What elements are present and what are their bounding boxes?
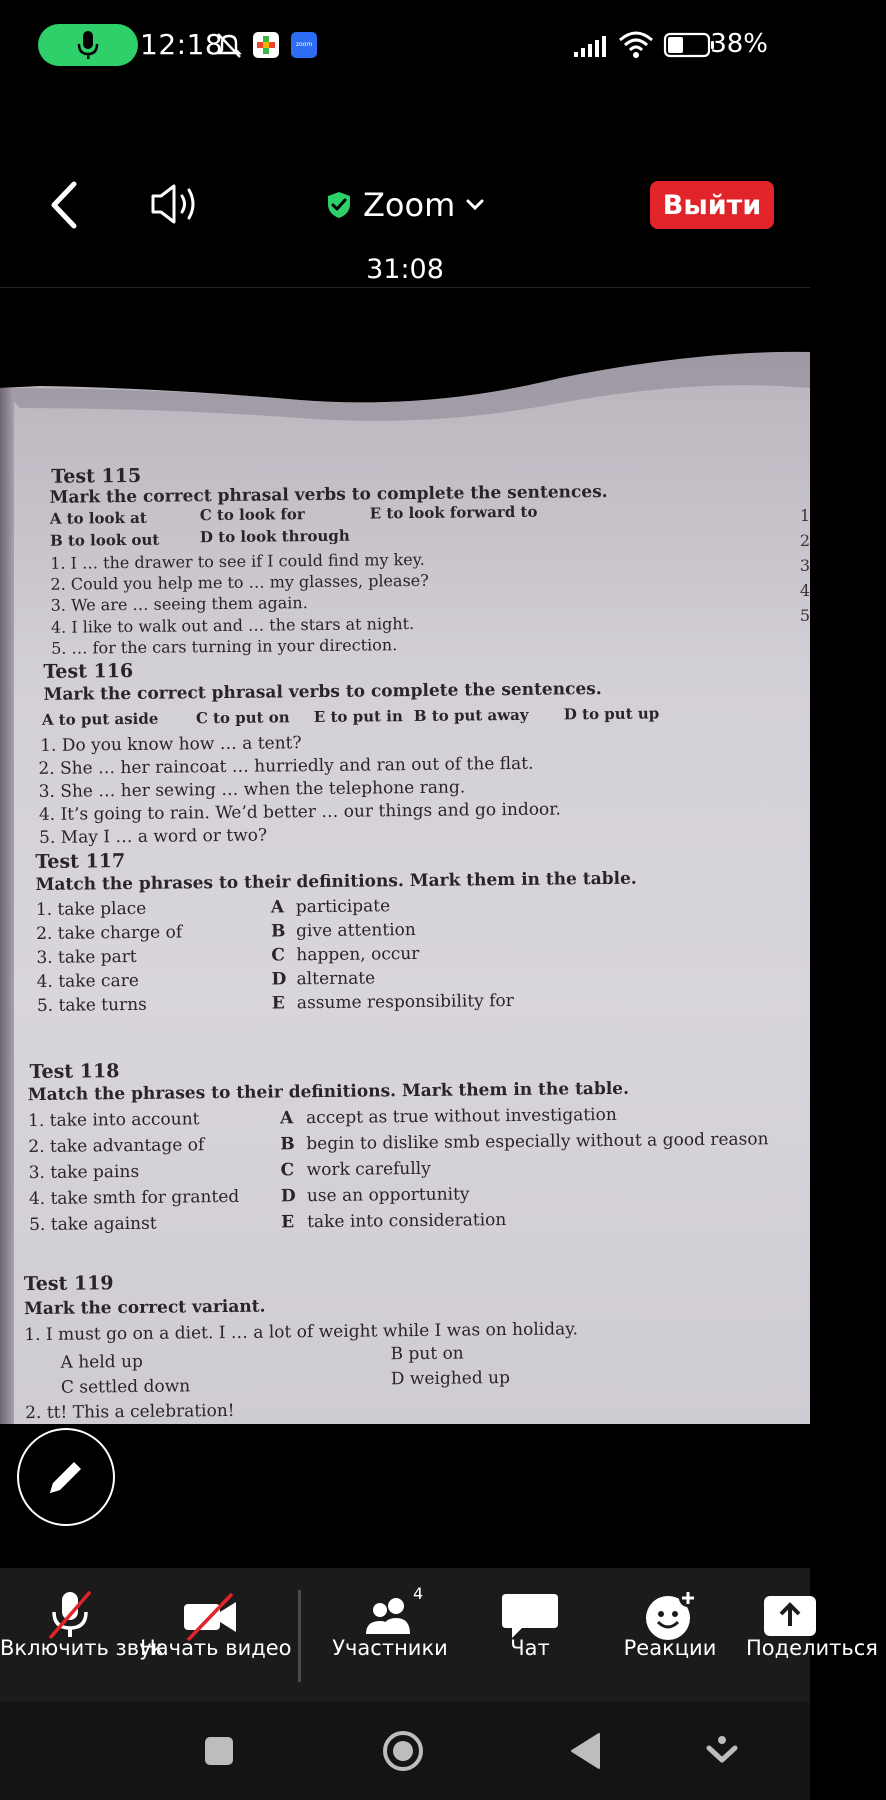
wifi-icon — [618, 30, 658, 60]
start-video-button[interactable] — [140, 1568, 292, 1702]
right-margin-marks: 1 2 3 4 5 — [799, 506, 810, 625]
share-label: Поделиться — [746, 1636, 878, 1660]
test118-letter: E — [281, 1212, 295, 1233]
reactions-button[interactable] — [600, 1568, 740, 1702]
test117-phrase: 4. take care — [36, 970, 139, 992]
book-page-photo — [0, 348, 810, 1424]
test118-phrase: 5. take against — [29, 1213, 157, 1236]
test117-phrase: 2. take charge of — [36, 922, 183, 944]
battery-icon — [664, 33, 716, 57]
unmute-label: Включить звук — [0, 1636, 165, 1660]
test118-definition: begin to dislike smb especially without a good reason — [306, 1129, 769, 1155]
test117-definition: assume responsibility for — [296, 990, 514, 1014]
test116-option-d: D to put up — [563, 704, 660, 724]
mic-muted-icon — [40, 1590, 100, 1642]
test118-instruction: Match the phrases to their definitions. Mark them in the table. — [27, 1078, 630, 1106]
reactions-icon — [640, 1590, 700, 1642]
participants-icon — [360, 1590, 420, 1642]
leave-button[interactable]: Выйти — [650, 181, 774, 229]
test118-definition: work carefully — [306, 1158, 431, 1181]
test115-sentence: 4. I like to walk out and … the stars at night. — [50, 613, 415, 637]
mic-active-indicator[interactable] — [38, 24, 138, 66]
chat-icon — [500, 1590, 560, 1642]
header-divider — [0, 287, 810, 288]
share-button[interactable] — [740, 1568, 878, 1702]
nav-extra-button[interactable] — [697, 1726, 747, 1776]
unmute-button[interactable] — [0, 1568, 165, 1702]
book-text — [23, 340, 811, 1424]
test117-letter: B — [271, 921, 286, 942]
test117-definition: participate — [295, 896, 391, 918]
meeting-timer: 31:08 — [366, 254, 444, 285]
test116-sentence: 4. It’s going to rain. We’d better … our things and go indoor. — [38, 799, 562, 825]
test118-letter: D — [280, 1186, 296, 1207]
speaker-icon — [150, 182, 202, 226]
test116-sentence: 5. May I … a word or two? — [39, 825, 268, 848]
square-icon — [203, 1735, 235, 1767]
test116-sentence: 3. She … her sewing … when the telephone rang. — [38, 777, 466, 802]
triangle-back-icon — [569, 1732, 603, 1770]
recents-button[interactable] — [194, 1726, 244, 1776]
test116-option-c: C to put on — [195, 708, 290, 728]
test115-sentence: 2. Could you help me to … my glasses, please? — [50, 570, 429, 594]
mic-icon — [77, 30, 99, 60]
test115-option-a: A to look at — [49, 508, 147, 528]
test115-instruction: Mark the correct phrasal verbs to complete the sentences. — [49, 481, 608, 508]
test117-definition: give attention — [296, 919, 416, 942]
zoom-notification-icon: zoom — [291, 32, 317, 58]
test116-option-a: A to put aside — [41, 709, 159, 729]
test119-sentence: 1. I must go on a diet. I … a lot of weight while I was on holiday. — [24, 1319, 579, 1346]
test119-instruction: Mark the correct variant. — [23, 1296, 266, 1320]
test115-sentence: 3. We are … seeing them again. — [50, 593, 308, 615]
test119-option-a: A held up — [60, 1351, 143, 1373]
bell-off-icon — [214, 30, 244, 60]
video-off-icon — [180, 1590, 240, 1642]
shield-check-icon — [325, 191, 353, 219]
test118-phrase: 4. take smth for granted — [28, 1186, 240, 1210]
test115-sentence: 1. I … the drawer to see if I could find my key. — [50, 549, 425, 573]
test115-title: Test 115 — [51, 464, 142, 488]
test115-option-c: C to look for — [199, 505, 305, 525]
speaker-button[interactable] — [150, 182, 202, 226]
meeting-toolbar — [0, 1568, 878, 1702]
test115-option-d: D to look through — [199, 526, 350, 547]
toolbar-separator — [298, 1590, 301, 1682]
start-video-label: Начать видео — [140, 1636, 292, 1660]
participants-label: Участники — [332, 1636, 448, 1660]
test115-sentence: 5. … for the cars turning in your direction. — [51, 635, 398, 658]
test117-letter: A — [270, 897, 285, 918]
meeting-title-dropdown[interactable] — [325, 183, 485, 227]
book-spine — [0, 388, 14, 1424]
app-notification-icon — [253, 32, 279, 58]
test119-option-d: D weighed up — [390, 1368, 511, 1390]
app-title: Zoom — [363, 186, 456, 224]
test117-letter: E — [271, 993, 285, 1014]
share-icon — [760, 1590, 820, 1642]
test118-title: Test 118 — [29, 1060, 120, 1084]
participants-count-badge: 4 — [413, 1584, 424, 1603]
shared-screen[interactable] — [0, 348, 810, 1424]
test116-option-b: B to put away — [413, 705, 529, 725]
test116-option-e: E to put in — [313, 707, 403, 727]
battery-level: 38% — [710, 29, 768, 59]
test119-option-c: C settled down — [60, 1376, 191, 1398]
test118-phrase: 2. take advantage of — [28, 1135, 205, 1158]
down-arrow-icon — [706, 1734, 738, 1768]
test119-option-b: B put on — [390, 1343, 464, 1365]
test117-letter: D — [271, 969, 287, 990]
test118-phrase: 1. take into account — [27, 1109, 200, 1132]
test116-sentence: 1. Do you know how … a tent? — [40, 733, 302, 756]
test118-letter: C — [280, 1160, 295, 1181]
chat-button[interactable] — [460, 1568, 600, 1702]
test116-instruction: Mark the correct phrasal verbs to complete the sentences. — [43, 679, 602, 705]
test119-cut-line: 2. tt! This a celebration! — [25, 1400, 235, 1424]
system-nav-bar — [0, 1702, 810, 1800]
reactions-label: Реакции — [623, 1636, 717, 1660]
pencil-icon — [44, 1455, 88, 1499]
test117-title: Test 117 — [35, 850, 126, 873]
test115-option-b: B to look out — [49, 530, 160, 550]
clock: 12:18 — [140, 28, 224, 61]
test118-definition: take into consideration — [307, 1210, 507, 1233]
test116-title: Test 116 — [43, 659, 134, 683]
test118-definition: accept as true without investigation — [305, 1104, 617, 1129]
test118-phrase: 3. take pains — [28, 1161, 140, 1184]
test119-title: Test 119 — [23, 1272, 114, 1296]
test117-instruction: Match the phrases to their definitions. Mark them in the table. — [35, 868, 637, 895]
test117-definition: alternate — [296, 968, 376, 990]
test118-letter: B — [280, 1134, 295, 1155]
chevron-left-icon — [44, 180, 88, 230]
test118-definition: use an opportunity — [306, 1184, 470, 1207]
test116-sentence: 2. She … her raincoat … hurriedly and ran out of the flat. — [38, 753, 534, 779]
annotate-button[interactable] — [17, 1428, 115, 1526]
back-button[interactable] — [44, 180, 88, 230]
home-circle-icon — [381, 1729, 425, 1773]
test117-phrase: 3. take part — [36, 946, 137, 968]
signal-icon — [572, 34, 612, 58]
test117-phrase: 1. take place — [35, 898, 147, 920]
test117-letter: C — [271, 945, 286, 966]
test117-definition: happen, occur — [296, 943, 420, 966]
chat-label: Чат — [510, 1636, 550, 1660]
test117-phrase: 5. take turns — [36, 994, 147, 1016]
participants-button[interactable] — [320, 1568, 460, 1702]
back-nav-button[interactable] — [561, 1726, 611, 1776]
home-button[interactable] — [378, 1726, 428, 1776]
chevron-down-icon — [465, 198, 485, 212]
test115-option-e: E to look forward to — [369, 502, 538, 523]
status-bar — [0, 0, 810, 90]
test118-letter: A — [279, 1108, 294, 1129]
